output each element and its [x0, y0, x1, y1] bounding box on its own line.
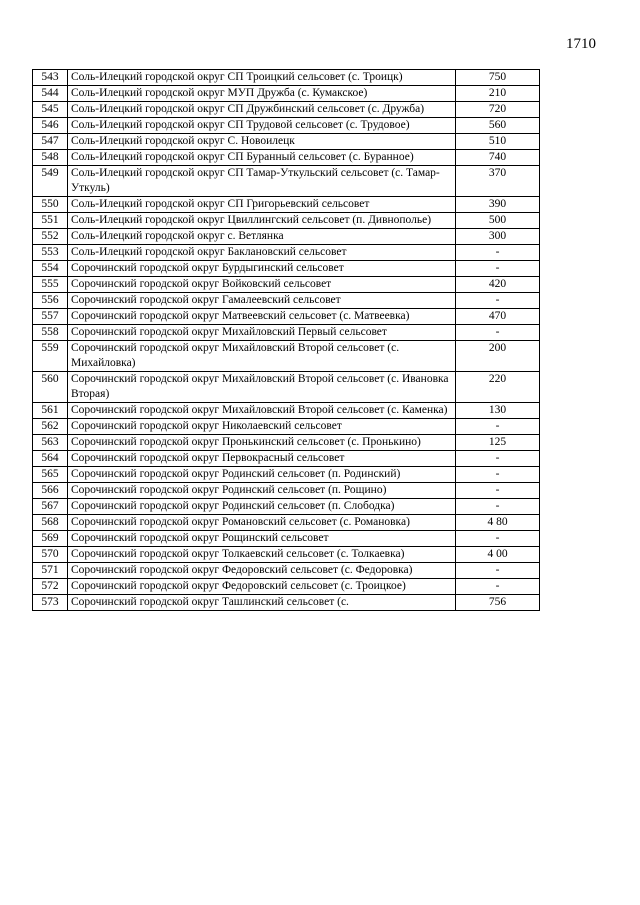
table-row	[33, 134, 540, 150]
row-number: 564	[33, 451, 68, 467]
row-number: 568	[33, 515, 68, 531]
table-row	[33, 403, 540, 419]
row-description: Соль-Илецкий городской округ СП Дружбинский сельсовет (с. Дружба)	[68, 102, 456, 118]
row-number: 573	[33, 595, 68, 611]
row-value: -	[456, 563, 540, 579]
row-number: 570	[33, 547, 68, 563]
row-description: Сорочинский городской округ Первокрасный сельсовет	[68, 451, 456, 467]
row-description: Сорочинский городской округ Войковский сельсовет	[68, 277, 456, 293]
row-description: Соль-Илецкий городской округ СП Троицкий сельсовет (с. Троицк)	[68, 70, 456, 86]
row-description: Соль-Илецкий городской округ С. Новоилецк	[68, 134, 456, 150]
table-row	[33, 467, 540, 483]
row-value: 125	[456, 435, 540, 451]
row-number: 550	[33, 197, 68, 213]
row-description: Сорочинский городской округ Ташлинский сельсовет (с.	[68, 595, 456, 611]
row-description: Соль-Илецкий городской округ СП Григорьевский сельсовет	[68, 197, 456, 213]
row-description: Соль-Илецкий городской округ Баклановский сельсовет	[68, 245, 456, 261]
table-row	[33, 515, 540, 531]
row-number: 569	[33, 531, 68, 547]
row-number: 571	[33, 563, 68, 579]
row-description: Сорочинский городской округ Бурдыгинский сельсовет	[68, 261, 456, 277]
row-value: 470	[456, 309, 540, 325]
row-description: Сорочинский городской округ Михайловский Первый сельсовет	[68, 325, 456, 341]
table-row	[33, 277, 540, 293]
row-value: 740	[456, 150, 540, 166]
row-number: 555	[33, 277, 68, 293]
row-value: 756	[456, 595, 540, 611]
row-value: -	[456, 531, 540, 547]
row-value: 200	[456, 341, 540, 372]
row-value: -	[456, 261, 540, 277]
row-value: 300	[456, 229, 540, 245]
table-row	[33, 197, 540, 213]
table-row	[33, 102, 540, 118]
row-description: Соль-Илецкий городской округ СП Буранный сельсовет (с. Буранное)	[68, 150, 456, 166]
table-row	[33, 325, 540, 341]
row-description: Сорочинский городской округ Родинский сельсовет (п. Родинский)	[68, 467, 456, 483]
table-row	[33, 86, 540, 102]
row-description: Сорочинский городской округ Михайловский Второй сельсовет (с. Михайловка)	[68, 341, 456, 372]
row-description: Сорочинский городской округ Матвеевский сельсовет (с. Матвеевка)	[68, 309, 456, 325]
table-row	[33, 435, 540, 451]
row-description: Сорочинский городской округ Рощинский сельсовет	[68, 531, 456, 547]
row-description: Сорочинский городской округ Федоровский сельсовет (с. Федоровка)	[68, 563, 456, 579]
row-value: 210	[456, 86, 540, 102]
row-number: 565	[33, 467, 68, 483]
row-number: 566	[33, 483, 68, 499]
table-row	[33, 547, 540, 563]
table-row	[33, 341, 540, 372]
row-description: Сорочинский городской округ Родинский сельсовет (п. Слободка)	[68, 499, 456, 515]
row-value: -	[456, 293, 540, 309]
row-value: 370	[456, 166, 540, 197]
row-number: 563	[33, 435, 68, 451]
table-row	[33, 70, 540, 86]
row-number: 552	[33, 229, 68, 245]
row-value: 4 00	[456, 547, 540, 563]
row-value: 220	[456, 372, 540, 403]
row-number: 548	[33, 150, 68, 166]
table-row	[33, 419, 540, 435]
row-value: 390	[456, 197, 540, 213]
row-value: -	[456, 245, 540, 261]
table-row	[33, 579, 540, 595]
table-row	[33, 309, 540, 325]
row-value: 130	[456, 403, 540, 419]
row-number: 544	[33, 86, 68, 102]
row-number: 547	[33, 134, 68, 150]
row-value: -	[456, 579, 540, 595]
table-row	[33, 372, 540, 403]
settlement-table	[32, 69, 540, 611]
table-row	[33, 293, 540, 309]
row-number: 545	[33, 102, 68, 118]
table-row	[33, 531, 540, 547]
row-value: -	[456, 467, 540, 483]
table-row	[33, 150, 540, 166]
table-row	[33, 595, 540, 611]
table-row	[33, 166, 540, 197]
table-row	[33, 213, 540, 229]
row-value: -	[456, 451, 540, 467]
table-body	[33, 70, 540, 611]
row-number: 557	[33, 309, 68, 325]
row-number: 572	[33, 579, 68, 595]
page-number: 1710	[566, 36, 596, 52]
row-number: 558	[33, 325, 68, 341]
row-value: 720	[456, 102, 540, 118]
row-value: -	[456, 325, 540, 341]
row-value: 560	[456, 118, 540, 134]
row-number: 543	[33, 70, 68, 86]
row-number: 562	[33, 419, 68, 435]
row-value: 4 80	[456, 515, 540, 531]
row-description: Сорочинский городской округ Михайловский Второй сельсовет (с. Каменка)	[68, 403, 456, 419]
row-description: Сорочинский городской округ Родинский сельсовет (п. Рощино)	[68, 483, 456, 499]
table-row	[33, 451, 540, 467]
row-value: 500	[456, 213, 540, 229]
row-value: 510	[456, 134, 540, 150]
row-number: 556	[33, 293, 68, 309]
row-description: Сорочинский городской округ Толкаевский сельсовет (с. Толкаевка)	[68, 547, 456, 563]
table-row	[33, 118, 540, 134]
row-description: Сорочинский городской округ Федоровский сельсовет (с. Троицкое)	[68, 579, 456, 595]
row-description: Сорочинский городской округ Михайловский Второй сельсовет (с. Ивановка Вторая)	[68, 372, 456, 403]
row-value: -	[456, 483, 540, 499]
row-number: 554	[33, 261, 68, 277]
row-number: 546	[33, 118, 68, 134]
row-description: Соль-Илецкий городской округ СП Тамар-Уткульский сельсовет (с. Тамар-Уткуль)	[68, 166, 456, 197]
row-description: Сорочинский городской округ Николаевский сельсовет	[68, 419, 456, 435]
row-description: Соль-Илецкий городской округ Цвиллингский сельсовет (п. Дивнополье)	[68, 213, 456, 229]
row-description: Сорочинский городской округ Гамалеевский сельсовет	[68, 293, 456, 309]
row-number: 553	[33, 245, 68, 261]
table-row	[33, 229, 540, 245]
row-value: 750	[456, 70, 540, 86]
row-description: Соль-Илецкий городской округ с. Ветлянка	[68, 229, 456, 245]
row-number: 551	[33, 213, 68, 229]
row-value: -	[456, 499, 540, 515]
table-row	[33, 563, 540, 579]
row-number: 561	[33, 403, 68, 419]
row-value: -	[456, 419, 540, 435]
table-row	[33, 483, 540, 499]
row-description: Сорочинский городской округ Романовский сельсовет (с. Романовка)	[68, 515, 456, 531]
table-row	[33, 499, 540, 515]
row-number: 549	[33, 166, 68, 197]
row-description: Соль-Илецкий городской округ СП Трудовой сельсовет (с. Трудовое)	[68, 118, 456, 134]
table-row	[33, 245, 540, 261]
row-number: 559	[33, 341, 68, 372]
row-description: Соль-Илецкий городской округ МУП Дружба (с. Кумакское)	[68, 86, 456, 102]
row-value: 420	[456, 277, 540, 293]
row-description: Сорочинский городской округ Пронькинский сельсовет (с. Пронькино)	[68, 435, 456, 451]
row-number: 560	[33, 372, 68, 403]
table-row	[33, 261, 540, 277]
row-number: 567	[33, 499, 68, 515]
